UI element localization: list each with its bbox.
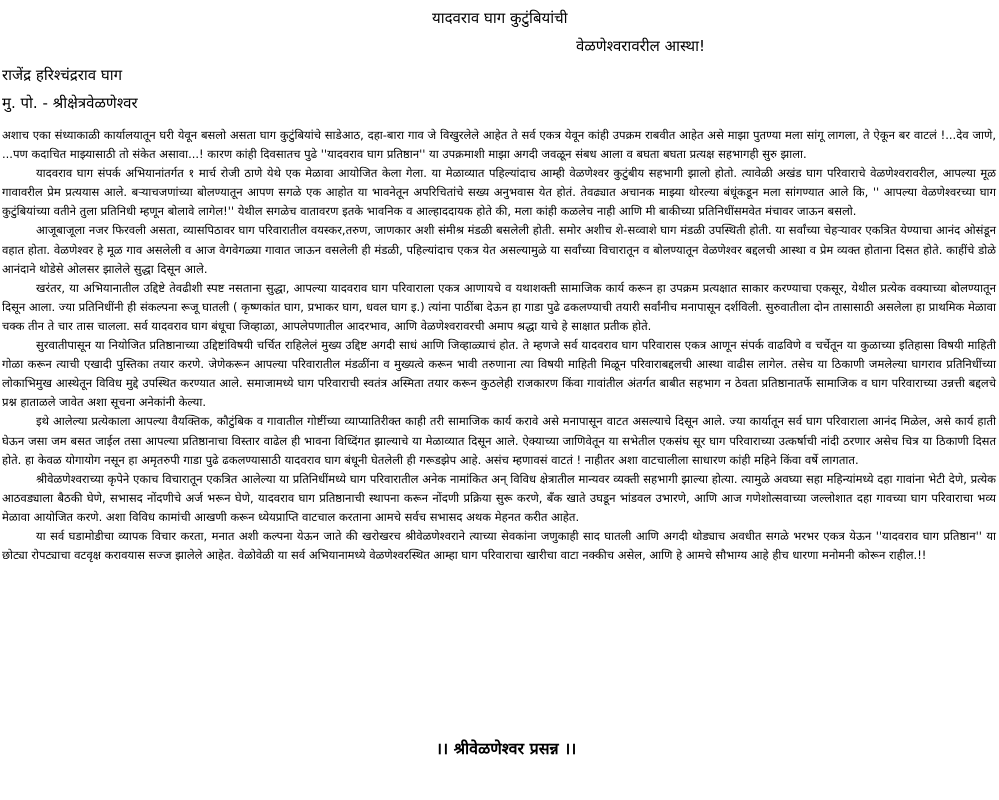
paragraph: अशाच एका संध्याकाळी कार्यालयातून घरी येवून बसलो असता घाग कुटुंबियांचे साडेआठ, दहा-बारा गाव जे विखुरलेले आहेत ते सर्व एकत्र येवून कांही उपक्रम राबवीत आहेत असे माझा पुतण्या मला सांगू लागला, ते ऐकून बर वाटलं !...देव जाणे, ...पण कदाचित माझ्यासाठी तो संकेत असावा...! कारण कांही दिवसातच पुढे ''यादवराव घाग प्रतिष्ठान'' या उपक्रमाशी माझा अगदी जवळून संबध आला व बघता बघता प्रत्यक्ष सहभागही सुरु झाला. (2, 128, 996, 162)
paragraph: सुरवातीपासून या नियोजित प्रतिष्ठानाच्या उद्दिष्टांविषयी चर्चित राहिलेलं मुख्य उद्दिष्ट अगदी साधं आणि जिव्हाळ्याचं होत. ते म्हणजे सर्व यादवराव घाग परिवारास एकत्र आणून संपर्क वाढविणे व चर्चेतून या कुळाच्या इतिहासा विषयी माहिती गोळा करून त्याची एखादी पुस्तिका तयार करणे. जेणेकरून आपल्या परिवारातील मंडळींना व मुख्यत्वे करून भावी तरुणाना त्या विषयी माहिती मिळून परिवाराबद्दलची आस्था वाढीस लागेल. तसेच या ठिकाणी जमलेल्या घागराव प्रतिनिधींच्या लोकाभिमुख आस्थेतून विविध मुद्दे उपस्थित करण्यात आले. समाजामध्ये घाग परिवाराची स्वतंत्र अस्मिता तयार करून कुठलेही राजकारण किंवा गावांतील अंतर्गत बाबीत सहभाग न ठेवता प्रतिष्ठानातर्फे सामाजिक व घाग परिवाराच्या उन्नत्ती बद्दलचे प्रश्न हाताळले जावेत अशा सूचना अनेकांनी केल्या. (2, 338, 996, 410)
paragraph: इथे आलेल्या प्रत्येकाला आपल्या वैयक्तिक, कौटुंबिक व गावातील गोष्टींच्या व्याप्यातिरीक्त काही तरी सामाजिक कार्य करावे असे मनापासून वाटत असल्याचे दिसून आले. ज्या कार्यातून सर्व घाग परिवाराला आनंद मिळेल, असे कार्य हाती घेऊन जसा जम बसत जाईल तसा आपल्या प्रतिष्ठानाचा विस्तार वाढेल ही भावना विध्दिंगत झाल्याचे या मेळाव्यात दिसून आले. ऐक्याच्या जाणिवेतून या सभेतील एकसंघ सूर घाग परिवाराच्या उत्कर्षाची नांदी ठरणार असेच चित्र या ठिकाणी दिसत होते. हा केवळ योगायोग नसून हा अमृतरुपी गाडा पुढे ढकलण्यासाठी यादवराव घाग बंधूनी घेतलेली ही गरूडझेप आहे. असंच म्हणावसं वाटतं ! नाहीतर अशा वाटचालीला साधारण कांही महिने किंवा वर्षे लागतात. (2, 414, 996, 467)
paragraph: खरंतर, या अभियानातील उद्दिष्टे तेवढीशी स्पष्ट नसताना सुद्धा, आपल्या यादवराव घाग परिवाराला एकत्र आणायचे व यथाशक्ती सामाजिक कार्य करून हा उपक्रम प्रत्यक्षात साकार करण्याचा एकसूर, येथील प्रत्येक वक्याच्या बोलण्यातून दिसून आला. ज्या प्रतिनिधींनी ही संकल्पना रूजू घातली ( कृष्णकांत घाग, प्रभाकर घाग, धवल घाग इ.) त्यांना पाठींबा देऊन हा गाडा पुढे ढकलण्याची तयारी सर्वांनीच मनापासून दर्शविली. सुरुवातीला दोन तासासाठी असलेला हा प्राथमिक मेळावा चक्क तीन ते चार तास चालला. सर्व यादवराव घाग बंधूचा जिव्हाळा, आपलेपणातील आदरभाव, आणि वेळणेश्वरावरची अमाप श्रद्धा याचे हे साक्षात प्रतीक होते. (2, 280, 996, 333)
author-name: राजेंद्र हरिश्चंद्रराव घाग (2, 66, 123, 84)
paragraph: श्रीवेळणेश्वराच्या कृपेने एकाच विचारातून एकत्रित आलेल्या या प्रतिनिधींमध्ये घाग परिवारातील अनेक नामांकित अन् विविध क्षेत्रातील मान्यवर व्यक्ती सहभागी झाल्या होत्या. त्यामुळे अवघ्या सहा महिन्यांमध्ये दहा गावांना भेटी देणे, प्रत्येक आठवड्याला बैठकी घेणे, सभासद नोंदणीचे अर्ज भरून घेणे, यादवराव घाग प्रतिष्ठानाची स्थापना करून नोंदणी प्रक्रिया सुरू करणे, बँक खाते उघडून भांडवल उभारणे, आणि आज गणेशोत्सवाच्या जल्लोशात दहा गावच्या घाग परिवाराचा भव्य मेळावा आयोजित करणे. अशा विविध कामांची आखणी करून ध्येयप्राप्ति वाटचाल करताना आमचे सर्वच सभासद अथक मेहनत करीत आहेत. (2, 471, 996, 524)
paragraph: यादवराव घाग संपर्क अभियानांतर्गत १ मार्च रोजी ठाणे येथे एक मेळावा आयोजित केला गेला. या मेळाव्यात पहिल्यांदाच आम्ही वेळणेश्वर कुटुंबीय सहभागी झालो होतो. त्यावेळी अखंड घाग परिवाराचे वेळणेश्वरावरील, आपल्या मूळ गावावरील प्रेम प्रत्ययास आले. बऱ्याचजणांच्या बोलण्यातून आपण सगळे एक आहोत या भावनेतून अपरिचितांचे सख्य अनुभवास येत होतं. तेवढ्यात अचानक माझ्या थोरल्या बंधूंकडून मला सांगण्यात आले कि, '' आपल्या वेळणेश्वरच्या घाग कुटुंबियांच्या वतीने तुला प्रतिनिधी म्हणून बोलावे लागेल!'' येथील सगळेच वातावरण इतके भावनिक व आल्हाददायक होते की, मला कांही कळलेच नाही आणि मी बाकीच्या प्रतिनिधींसमवेत मंचावर जाऊन बसलो. (2, 166, 996, 219)
document-title-line-1: यादवराव घाग कुटुंबियांची (432, 9, 568, 27)
author-address: मु. पो. - श्रीक्षेत्रवेळणेश्वर (2, 94, 138, 112)
paragraph: या सर्व घडामोडीचा व्यापक विचार करता, मनात अशी कल्पना येऊन जाते की खरोखरच श्रीवेळणेश्वराने त्याच्या सेवकांना जणुकाही साद घातली आणि अगदी थोड्याच अवधीत सगळे भरभर एकत्र येऊन ''यादवराव घाग प्रतिष्ठान'' या छोट्या रोपट्याचा वटवृक्ष करावयास सज्ज झालेले आहेत. वेळोवेळी या सर्व अभियानामध्ये वेळणेश्वरस्थित आम्हा घाग परिवाराचा खारीचा वाटा नक्कीच असेल, आणि हे आमचे सौभाग्य आहे हीच धारणा मनोमनी कोरून राहील.!! (2, 528, 996, 563)
article-body (2, 126, 996, 565)
document-title-line-2: वेळणेश्वरावरील आस्था! (576, 37, 705, 55)
closing-blessing: ।। श्रीवेळणेश्वर प्रसन्न ।। (436, 739, 577, 758)
paragraph: आजूबाजूला नजर फिरवली असता, व्यासपिठावर घाग परिवारातील वयस्कर,तरुण, जाणकार अशी संमीश्र मंडळी बसलेली होती. समोर अशीच शे-सव्वाशे घाग मंडळी उपस्थिती होती. या सर्वांच्या चेहऱ्यावर एकत्रित येण्याचा आनंद ओसंडून वहात होता. वेळणेश्वर हे मूळ गाव असलेली व आज वेगवेगळ्या गावात जाऊन वसलेली ही मंडळी, पहिल्यांदाच एकत्र येत असल्यामुळे या सर्वांच्या विचारातून व बोलण्यातून वेळणेश्वर बद्दलची आस्था व प्रेम व्यक्त होताना दिसत होते. काहींचे डोळे आनंदाने थोडेसे ओलसर झालेले सुद्धा दिसून आले. (2, 223, 996, 276)
